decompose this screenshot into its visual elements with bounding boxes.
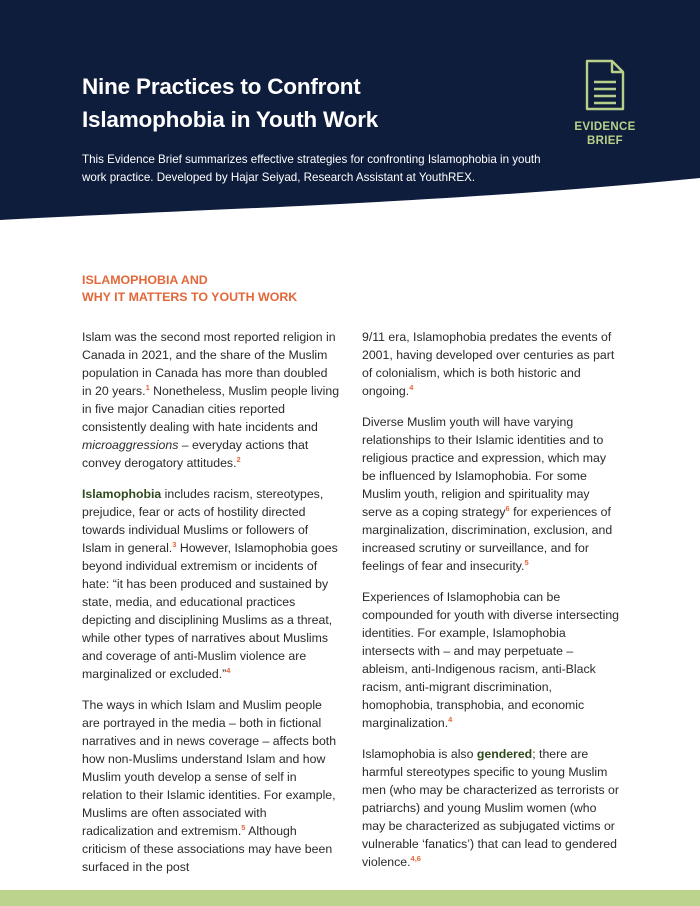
paragraph-media-portrayal: The ways in which Islam and Muslim people are portrayed in the media – both in fictional narratives and in news coverage – affects both how non-Muslims understand Islam and how Muslim youth develop a sense of self in relation to their Islamic identities. For example, Muslims are often associated with radicalization and extremism.$^5$ Although criticism of these associations may have been surfaced in the post <box>82 698 337 874</box>
term-microaggressions: microaggressions <box>82 438 179 452</box>
footnote-ref: 4 <box>226 665 231 675</box>
section-heading-line-2: WHY IT MATTERS TO YOUTH WORK <box>82 290 298 304</box>
badge-label-line-2: BRIEF <box>587 135 623 147</box>
title-line-2: Islamophobia in Youth Work <box>82 107 379 132</box>
badge-label <box>572 120 638 148</box>
badge-label-line-1: EVIDENCE <box>574 121 636 133</box>
paragraph-youth-identities: Diverse Muslim youth will have varying relationships to their Islamic identities and to religious practice and expression, which may be influenced by Islamophobia. For some Muslim youth, religion and spirituality may serve as a coping strategy$^6$ for experiences of marginalization, discrimination, exclusion, and increased scrutiny or surveillance, and for feelings of fear and insecurity.$^5$ <box>362 415 613 573</box>
footnote-ref: 2 <box>236 454 241 464</box>
right-column <box>362 328 620 882</box>
paragraph-muslim-population: Islam was the second most reported religion in Canada in 2021, and the share of the Muslim population in Canada has more than doubled in 20 years.$^1$ Nonetheless, Muslim people living in five major Canadian cities reported consistently dealing with hate incidents and microaggressions – everyday actions that convey derogatory attitudes.$^2$ <box>82 330 340 470</box>
footnote-ref: 5 <box>241 822 246 832</box>
left-column <box>82 328 340 887</box>
footnote-ref: 5 <box>524 557 529 567</box>
paragraph-colonial-history: 9/11 era, Islamophobia predates the events of 2001, having developed over centuries as part of colonialism, which is both historic and ongoing.$^4$ <box>362 330 615 398</box>
page-title <box>82 70 522 136</box>
paragraph-gendered: Islamophobia is also gendered; there are harmful stereotypes specific to young Muslim men (who may be characterized as terrorists or patriarchs) and young Muslim women (who may be characterized as subjugated victims or vulnerable ‘fanatics’) that can lead to gendered violence.$^{4,6}$ <box>362 747 619 869</box>
evidence-brief-badge <box>572 58 638 148</box>
section-heading <box>82 272 382 306</box>
footnote-ref: 4,6 <box>410 853 421 863</box>
footnote-ref: 3 <box>172 539 177 549</box>
keyword-gendered: gendered <box>476 747 533 761</box>
footnote-ref: 4 <box>409 382 414 392</box>
document-icon <box>572 58 638 112</box>
footnote-ref: 4 <box>448 714 453 724</box>
keyword-islamophobia: Islamophobia <box>82 487 162 501</box>
footnote-ref: 6 <box>505 503 510 513</box>
paragraph-islamophobia-definition: Islamophobia includes racism, stereotypes, prejudice, fear or acts of hostility directed towards individual Muslims or followers of Islam in general.$^3$ However, Islamophobia goes beyond individual extremism or incidents of hate: “it has been produced and sustained by state, media, and educational practices depicting and disciplining Muslims as a threat, while other types of narratives about Muslims and coverage of anti-Muslim violence are marginalized or excluded.”$^4$ <box>82 487 338 681</box>
footer-bar <box>0 890 700 906</box>
title-line-1: Nine Practices to Confront <box>82 74 361 99</box>
paragraph-intersecting-identities: Experiences of Islamophobia can be compounded for youth with diverse intersecting identities. For example, Islamophobia intersects with – and may perpetuate – ableism, anti-Indigenous racism, anti-Black racism, anti-migrant discrimination, homophobia, transphobia, and economic marginalization.$^4$ <box>362 590 620 730</box>
brief-summary: This Evidence Brief summarizes effective strategies for confronting Islamophobia in youth work practice. Developed by Hajar Seiyad, Research Assistant at YouthREX. <box>82 153 541 184</box>
section-heading-line-1: ISLAMOPHOBIA AND <box>82 273 208 287</box>
footnote-ref: 1 <box>145 382 150 392</box>
